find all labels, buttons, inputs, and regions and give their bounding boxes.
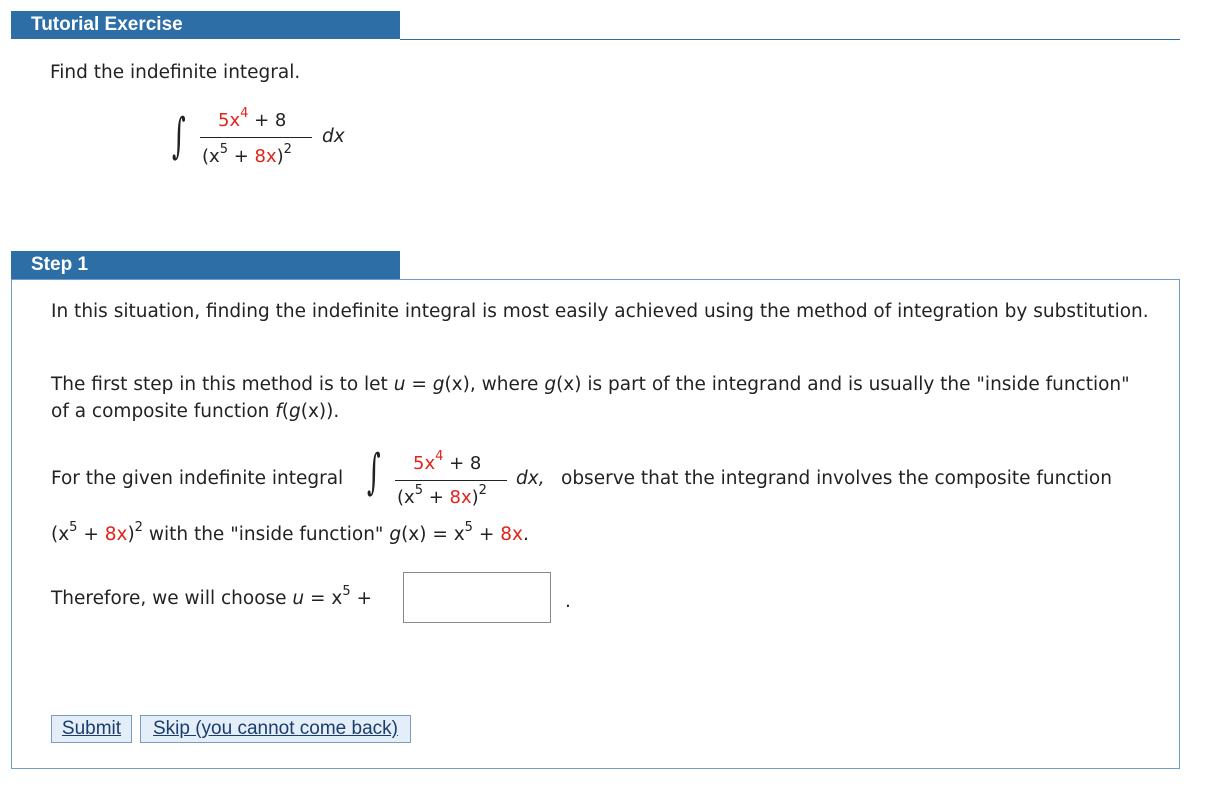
step1-paragraph-3-tail: observe that the integrand involves the composite function xyxy=(561,468,1112,489)
skip-button[interactable]: Skip (you cannot come back) xyxy=(140,715,411,743)
step1-paragraph-2: The first step in this method is to let u = g(x), where g(x) is part of the integrand and is usually the "inside function" of a composite function f(g(x)). xyxy=(51,374,1130,422)
step1-differential: dx, xyxy=(516,468,545,489)
instruction-text: Find the indefinite integral. xyxy=(50,62,301,83)
tutorial-exercise-header: Tutorial Exercise xyxy=(11,11,400,39)
step1-integrand-denominator: $(x^5 + 8x)^2$ xyxy=(397,483,487,508)
integral-sign: ∫ xyxy=(172,108,186,164)
step1-paragraph-1: In this situation, finding the indefinite integral is most easily achieved using the method of integration by substitution. xyxy=(51,301,1149,322)
integrand-denominator: $(x^5 + 8x)^2$ xyxy=(202,142,292,167)
step1-paragraph-3-lead: For the given indefinite integral xyxy=(51,468,344,489)
step1-fraction-bar xyxy=(395,480,507,481)
answer-input[interactable] xyxy=(403,572,551,623)
step1-header: Step 1 xyxy=(11,251,400,279)
tutorial-header-rule xyxy=(400,39,1180,40)
choose-u-text: Therefore, we will choose $u = x^5$ + xyxy=(51,584,373,609)
integrand-numerator: $5x^4 + 8$ xyxy=(218,106,287,131)
step1-integral-sign: ∫ xyxy=(367,444,381,500)
integral-differential: dx xyxy=(322,126,345,147)
fraction-bar xyxy=(200,137,312,138)
step1-paragraph-4: $(x^5 + 8x)^2$ with the "inside function" $g(x) = x^5 + 8x$. xyxy=(51,520,529,545)
submit-button[interactable]: Submit xyxy=(51,715,132,743)
choose-u-period: . xyxy=(565,591,571,612)
step1-integrand-numerator: $5x^4 + 8$ xyxy=(413,449,482,474)
